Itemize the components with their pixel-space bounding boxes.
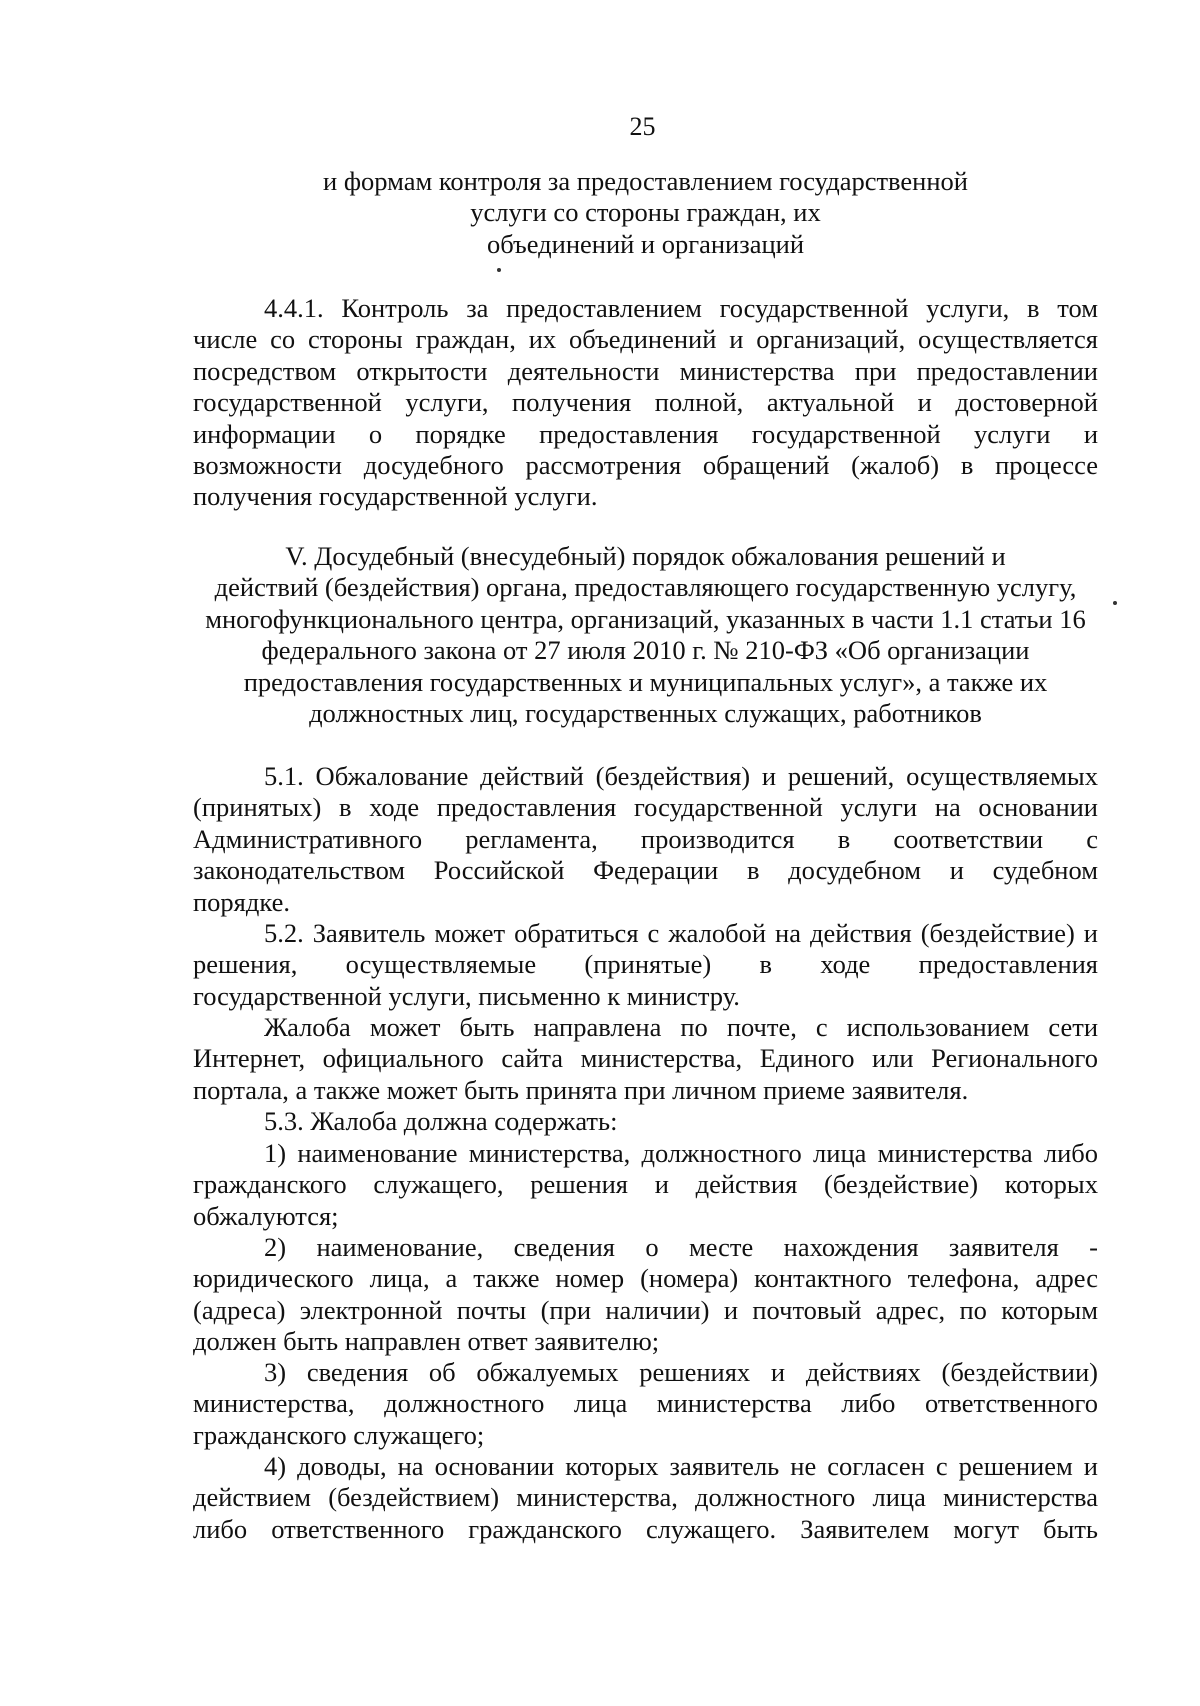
heading-line: действий (бездействия) органа, предоставляющего государственную услугу,	[214, 572, 1077, 603]
heading-line: должностных лиц, государственных служащих, работников	[309, 698, 982, 729]
text-line: решения, осуществляемые (принятые) в ходе предоставления	[193, 949, 1098, 980]
text-line: юридического лица, а также номер (номера) контактного телефона, адрес	[193, 1263, 1098, 1294]
text-line: 5.3. Жалоба должна содержать:	[264, 1106, 618, 1136]
text-line: Административного регламента, производится в соответствии с	[193, 823, 1098, 854]
text-line: порядке.	[193, 886, 290, 917]
text-line: гражданского служащего, решения и действия (бездействие) которых	[193, 1169, 1098, 1200]
scan-speck	[1113, 601, 1117, 605]
paragraph-5-3	[193, 1106, 1098, 1137]
paragraph-5-2	[193, 918, 1098, 1012]
scan-speck	[497, 268, 501, 272]
page-number: 25	[629, 112, 656, 141]
list-item-3	[193, 1357, 1098, 1451]
text-line: Жалоба может быть направлена по почте, с использованием сети	[264, 1012, 1098, 1042]
text-line: обжалуются;	[193, 1200, 339, 1231]
text-line: 4) доводы, на основании которых заявитель не согласен с решением и	[264, 1451, 1098, 1481]
text-line: государственной услуги, письменно к министру.	[193, 980, 740, 1011]
heading-line: V. Досудебный (внесудебный) порядок обжалования решений и	[285, 541, 1006, 571]
heading-line: предоставления государственных и муниципальных услуг», а также их	[243, 666, 1048, 697]
text-line: 4.4.1. Контроль за предоставлением государственной услуги, в том	[264, 293, 1098, 323]
text-line: 5.2. Заявитель может обратиться с жалобой на действия (бездействие) и	[264, 918, 1098, 948]
text-line: 5.1. Обжалование действий (бездействия) и решений, осуществляемых	[264, 761, 1098, 791]
text-line: возможности досудебного рассмотрения обращений (жалоб) в процессе	[193, 450, 1098, 481]
text-line: действием (бездействием) министерства, должностного лица министерства	[193, 1482, 1098, 1513]
text-line: либо ответственного гражданского служащего. Заявителем могут быть	[193, 1513, 1098, 1544]
paragraph-5-2-continued	[193, 1012, 1098, 1106]
text-line: посредством открытости деятельности министерства при предоставлении	[193, 355, 1098, 386]
text-line: министерства, должностного лица министерства либо ответственного	[193, 1388, 1098, 1419]
text-line: получения государственной услуги.	[193, 481, 598, 512]
text-line: 3) сведения об обжалуемых решениях и действиях (бездействии)	[264, 1357, 1098, 1387]
text-line: гражданского служащего;	[193, 1419, 485, 1450]
heading-line: федерального закона от 27 июля 2010 г. № 210-ФЗ «Об организации	[261, 635, 1030, 666]
text-line: 1) наименование министерства, должностного лица министерства либо	[264, 1138, 1098, 1168]
paragraph-5-1	[193, 761, 1098, 918]
text-line: (адреса) электронной почты (при наличии) и почтовый адрес, по которым	[193, 1294, 1098, 1325]
list-item-1	[193, 1138, 1098, 1232]
text-line: (принятых) в ходе предоставления государственной услуги на основании	[193, 792, 1098, 823]
text-line: должен быть направлен ответ заявителю;	[193, 1326, 660, 1357]
text-line: государственной услуги, получения полной, актуальной и достоверной	[193, 387, 1098, 418]
paragraph-4-4-1	[193, 293, 1098, 513]
heading-line: многофункционального центра, организаций, указанных в части 1.1 статьи 16	[205, 603, 1086, 634]
heading-line: и формам контроля за предоставлением государственной	[323, 166, 968, 196]
text-line: законодательством Российской Федерации в досудебном и судебном	[193, 855, 1098, 886]
text-line: числе со стороны граждан, их объединений и организаций, осуществляется	[193, 324, 1098, 355]
heading-line: услуги со стороны граждан, их	[470, 197, 821, 228]
text-line: портала, а также может быть принята при личном приеме заявителя.	[193, 1074, 969, 1105]
text-line: информации о порядке предоставления государственной услуги и	[193, 418, 1098, 449]
section-heading-continuation	[193, 166, 1098, 260]
text-line: 2) наименование, сведения о месте нахождения заявителя -	[264, 1232, 1098, 1262]
heading-line: объединений и организаций	[486, 228, 805, 259]
list-item-2	[193, 1232, 1098, 1358]
list-item-4	[193, 1451, 1098, 1545]
text-line: Интернет, официального сайта министерства, Единого или Регионального	[193, 1043, 1098, 1074]
section-v-heading	[193, 541, 1098, 729]
